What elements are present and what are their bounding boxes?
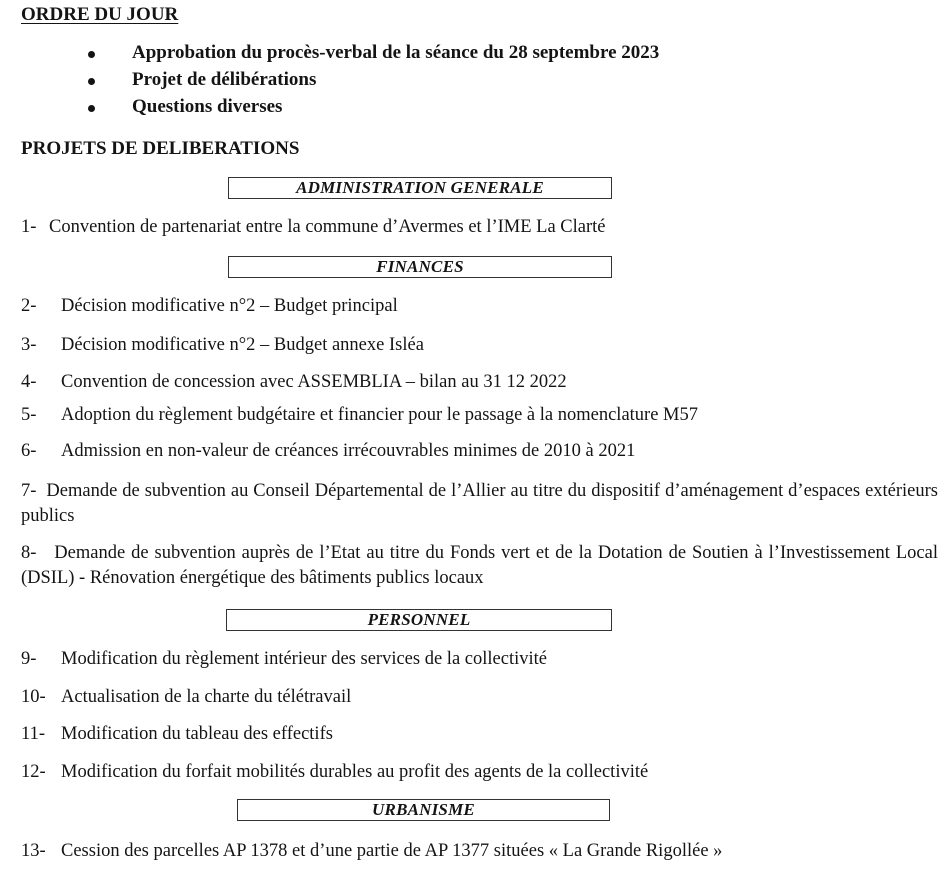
deliberation-item [21,296,398,317]
section-heading-administration: ADMINISTRATION GENERALE [228,177,612,199]
bullet-icon [88,78,95,85]
item-number: 12- [21,762,46,782]
item-text: Demande de subvention au Conseil Départemental de l’Allier au titre du dispositif d’aménagement d’espaces extérieurs publics [21,481,938,526]
agenda-item [0,42,949,69]
item-text: Demande de subvention auprès de l’Etat au titre du Fonds vert et de la Dotation de Soutien à l’Investissement Local (DSIL) - Rénovation énergétique des bâtiments publics locaux [21,543,938,588]
projets-title: PROJETS DE DELIBERATIONS [21,138,300,159]
bullet-icon [88,105,95,112]
item-number: 3- [21,335,37,355]
item-text: Modification du règlement intérieur des services de la collectivité [61,649,547,669]
deliberation-item [21,649,547,670]
item-text: Admission en non-valeur de créances irrécouvrables minimes de 2010 à 2021 [61,441,636,461]
deliberation-item [21,372,567,393]
section-heading-finances: FINANCES [228,256,612,278]
agenda-item-label: Projet de délibérations [132,69,317,90]
item-text: Convention de concession avec ASSEMBLIA – bilan au 31 12 2022 [61,372,567,392]
item-text: Modification du tableau des effectifs [61,724,333,744]
item-text: Modification du forfait mobilités durables au profit des agents de la collectivité [61,762,649,782]
item-text: Décision modificative n°2 – Budget annexe Isléa [61,335,424,355]
agenda-bullet-list [0,42,949,123]
deliberation-item [21,687,351,708]
deliberation-item [21,217,606,238]
deliberation-item [21,541,938,591]
item-text: Cession des parcelles AP 1378 et d’une partie de AP 1377 situées « La Grande Rigollée » [61,841,723,861]
agenda-item [0,69,949,96]
item-number: 2- [21,296,37,316]
agenda-item-label: Approbation du procès-verbal de la séance du 28 septembre 2023 [132,42,660,63]
agenda-item-label: Questions diverses [132,96,283,117]
deliberation-item [21,441,635,462]
deliberation-item [21,841,722,862]
item-number: 9- [21,649,37,669]
item-number: 6- [21,441,37,461]
ordre-du-jour-title: ORDRE DU JOUR [21,4,179,25]
deliberation-item [21,335,424,356]
bullet-icon [88,51,95,58]
item-number: 7- [21,481,37,501]
item-number: 5- [21,405,37,425]
item-text: Actualisation de la charte du télétravail [61,687,352,707]
deliberation-item [21,405,698,426]
section-heading-urbanisme: URBANISME [237,799,610,821]
item-number: 10- [21,687,46,707]
agenda-item [0,96,949,123]
item-text: Convention de partenariat entre la commune d’Avermes et l’IME La Clarté [49,217,606,237]
item-number: 4- [21,372,37,392]
item-number: 8- [21,543,37,563]
deliberation-item [21,724,333,745]
item-number: 11- [21,724,45,744]
item-text: Décision modificative n°2 – Budget principal [61,296,398,316]
deliberation-item [21,762,648,783]
item-number: 13- [21,841,46,861]
deliberation-item [21,479,938,529]
item-number: 1- [21,217,37,237]
item-text: Adoption du règlement budgétaire et financier pour le passage à la nomenclature M57 [61,405,698,425]
section-heading-personnel: PERSONNEL [226,609,612,631]
